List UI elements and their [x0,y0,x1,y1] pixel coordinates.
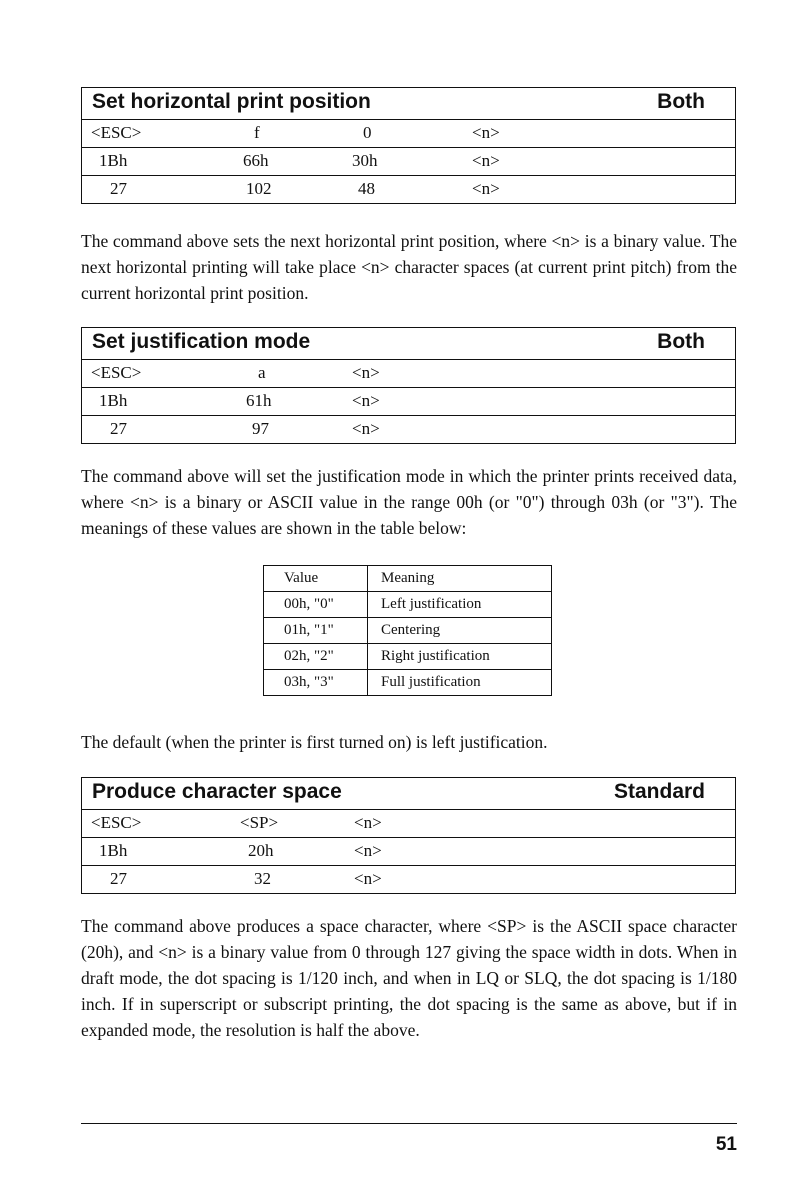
code-cell: <n> [354,869,382,888]
command-mode: Standard [613,780,705,803]
code-cell: 1Bh [99,151,128,170]
code-cell: 32 [254,869,271,888]
footer-rule [81,1123,737,1124]
code-cell: <ESC> [91,123,142,142]
command-row-ascii [82,360,735,388]
command-mode: Both [657,90,705,113]
command-row-hex [82,388,735,416]
code-cell: f [254,123,260,142]
code-cell: <n> [354,841,382,860]
code-cell: 30h [352,151,378,170]
table-row [264,644,552,670]
command-row-decimal [82,176,735,203]
code-cell: <n> [352,419,380,438]
code-cell: <n> [354,813,382,832]
default-note: The default (when the printer is first turned on) is left justification. [81,732,548,752]
command-box-character-space [81,777,736,894]
table-cell: 00h, "0" [264,592,368,618]
code-cell: <ESC> [91,363,142,382]
command-header [82,778,735,810]
code-cell: <ESC> [91,813,142,832]
code-cell: <n> [472,151,500,170]
code-cell: <n> [352,391,380,410]
code-cell: <SP> [240,813,279,832]
command-row-decimal [82,416,735,443]
code-cell: 20h [248,841,274,860]
code-cell: 1Bh [99,841,128,860]
code-cell: <n> [472,123,500,142]
table-header-cell: Value [264,566,368,592]
code-cell: 61h [246,391,272,410]
table-cell: 03h, "3" [264,670,368,696]
command-title: Set horizontal print position [92,90,371,113]
page-number: 51 [715,1134,737,1155]
table-row [264,670,552,696]
command-row-ascii [82,810,735,838]
table-row [264,618,552,644]
command-row-decimal [82,866,735,893]
table-cell: Full justification [368,670,552,696]
code-cell: 102 [246,179,272,198]
code-cell: 27 [110,419,127,438]
command-mode: Both [657,330,705,353]
command-row-hex [82,148,735,176]
table-cell: Left justification [368,592,552,618]
table-cell: Right justification [368,644,552,670]
table-cell: 01h, "1" [264,618,368,644]
description-justification: The command above will set the justification mode in which the printer prints received data, where <n> is a binary or ASCII value in the range 00h (or "0") through 03h (or "3"). The meanings of these values are shown in the table below: [81,466,737,538]
code-cell: 27 [110,179,127,198]
code-cell: 48 [358,179,375,198]
code-cell: a [258,363,266,382]
justification-values-table [263,565,552,696]
command-header [82,328,735,360]
table-cell: Centering [368,618,552,644]
code-cell: 1Bh [99,391,128,410]
table-row [264,592,552,618]
command-title: Produce character space [92,780,342,803]
code-cell: <n> [472,179,500,198]
code-cell: 0 [363,123,372,142]
command-box-horizontal-position [81,87,736,204]
table-cell: 02h, "2" [264,644,368,670]
code-cell: 27 [110,869,127,888]
command-header [82,88,735,120]
description-character-space: The command above produces a space character, where <SP> is the ASCII space character (20h), and <n> is a binary value from 0 through 127 giving the space width in dots. When in draft mode, the dot spacing is 1/120 inch, and when in LQ or SLQ, the dot spacing is 1/180 inch. If in superscript or subscript printing, the dot spacing is the same as above, but if in expanded mode, the resolution is half the above. [81,916,737,1040]
command-title: Set justification mode [92,330,311,353]
command-row-ascii [82,120,735,148]
table-header-row [264,566,552,592]
code-cell: 97 [252,419,269,438]
table-header-cell: Meaning [368,566,552,592]
code-cell: 66h [243,151,269,170]
command-box-justification [81,327,736,444]
description-horizontal-position: The command above sets the next horizontal print position, where <n> is a binary value. The next horizontal printing will take place <n> character spaces (at current print pitch) from the current horizontal print position. [81,231,737,303]
code-cell: <n> [352,363,380,382]
command-row-hex [82,838,735,866]
